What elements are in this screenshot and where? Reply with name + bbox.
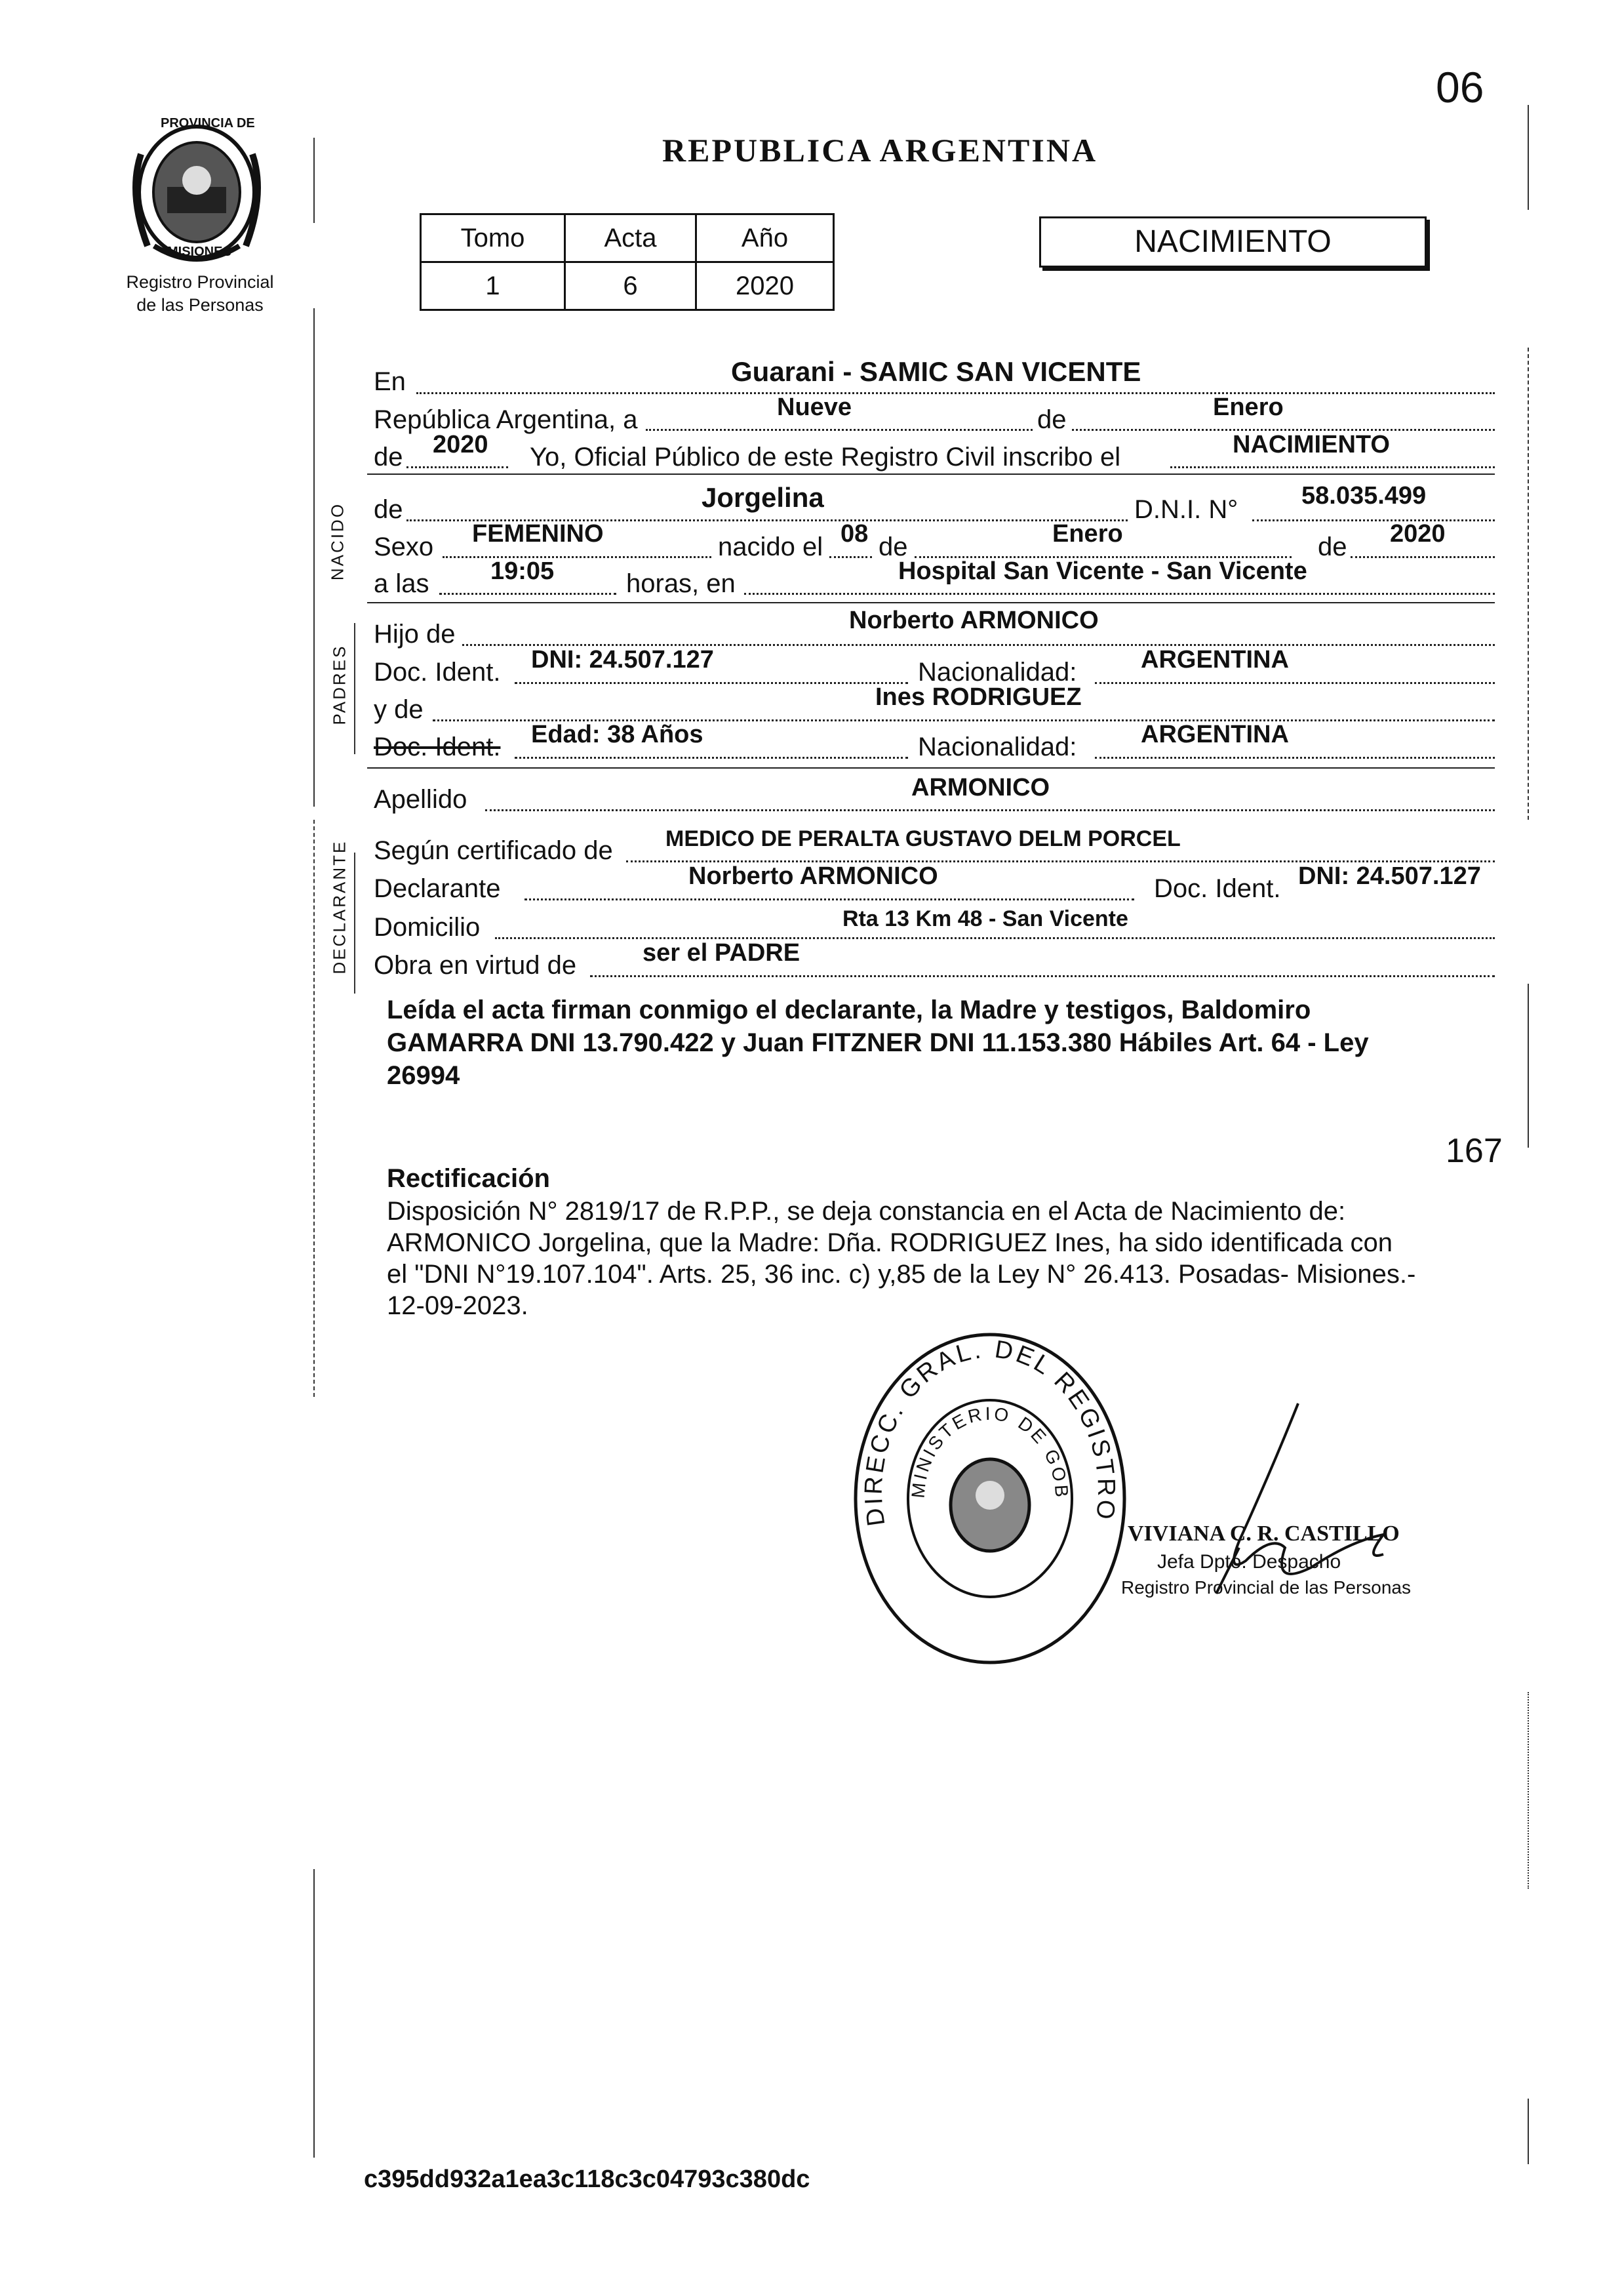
book-header-anio: Año	[696, 214, 834, 262]
rectificacion-line-3: el "DNI N°19.107.104". Arts. 25, 36 inc. c) y,85 de la Ley N° 26.413. Posadas- Misiones.-	[387, 1260, 1416, 1289]
closing-line-2: GAMARRA DNI 13.790.422 y Juan FITZNER DNI 11.153.380 Hábiles Art. 64 - Ley	[387, 1028, 1369, 1057]
label-doc-ident-madre: Doc. Ident.	[374, 733, 501, 761]
label-de-mes: de	[1037, 405, 1067, 434]
dots-lugar	[744, 593, 1495, 595]
label-hijo-de: Hijo de	[374, 620, 456, 649]
label-nacido-el: nacido el	[718, 533, 823, 561]
value-certificado: MEDICO DE PERALTA GUSTAVO DELM PORCEL	[665, 826, 1181, 851]
value-nacido-dia: 08	[841, 520, 869, 548]
margin-line-left-3	[313, 820, 315, 1397]
rectificacion-number: 167	[1446, 1132, 1503, 1170]
closing-line-3: 26994	[387, 1061, 460, 1090]
dots-dia	[646, 429, 1033, 431]
dots-padre-nac	[1095, 682, 1495, 684]
signature-name: VIVIANA C. R. CASTILLO	[1128, 1521, 1400, 1546]
label-horas-en: horas, en	[626, 569, 736, 598]
book-header-acta: Acta	[565, 214, 696, 262]
label-a-las: a las	[374, 569, 429, 598]
value-padre-doc: DNI: 24.507.127	[531, 646, 714, 674]
value-padre: Norberto ARMONICO	[849, 607, 1099, 634]
country-title: REPUBLICA ARGENTINA	[662, 132, 1098, 169]
label-de-nacido-mes: de	[879, 533, 908, 561]
value-sexo: FEMENINO	[472, 520, 604, 548]
rectificacion-line-4: 12-09-2023.	[387, 1291, 528, 1320]
value-nacido-anio: 2020	[1390, 520, 1446, 548]
value-lugar-nacimiento: Hospital San Vicente - San Vicente	[898, 557, 1307, 585]
book-value-acta: 6	[565, 262, 696, 310]
dots-sexo	[443, 556, 711, 558]
label-y-de: y de	[374, 695, 424, 724]
dots-declarante	[524, 898, 1134, 900]
label-oficial: Yo, Oficial Público de este Registro Civil inscribo el	[530, 443, 1121, 472]
label-en: En	[374, 367, 406, 396]
book-header-tomo: Tomo	[421, 214, 565, 262]
dots-padre-doc	[515, 682, 908, 684]
rectificacion-line-1: Disposición N° 2819/17 de R.P.P., se deja constancia en el Acta de Nacimiento de:	[387, 1197, 1346, 1226]
doc-type-box	[1039, 216, 1427, 268]
closing-line-1: Leída el acta firman conmigo el declarante, la Madre y testigos, Baldomiro	[387, 996, 1311, 1024]
value-lugar-inscripcion: Guarani - SAMIC SAN VICENTE	[731, 356, 1141, 387]
value-obra: ser el PADRE	[643, 939, 801, 967]
value-declarante-doc: DNI: 24.507.127	[1298, 862, 1481, 890]
dots-en	[416, 392, 1495, 394]
dots-tipo	[1170, 466, 1495, 468]
book-value-anio: 2020	[696, 262, 834, 310]
margin-line-right-3	[1528, 984, 1529, 1148]
seal-bottom-text: MISIONES	[167, 245, 231, 259]
dots-obra	[590, 975, 1495, 977]
label-dni: D.N.I. N°	[1134, 495, 1238, 524]
stamp-outer-text: DIRECC. GRAL. DEL REGISTRO	[860, 1335, 1120, 1528]
value-madre-doc: Edad: 38 Años	[531, 721, 703, 748]
dots-hora	[439, 593, 616, 595]
doc-type-label: NACIMIENTO	[1134, 224, 1332, 259]
signature-title: Jefa Dpto. Despacho	[1157, 1551, 1341, 1573]
rule-row6	[367, 602, 1495, 603]
province-seal	[115, 115, 279, 266]
label-de-nombre: de	[374, 495, 403, 524]
book-table	[420, 213, 835, 311]
stamp-inner-text: MINISTERIO DE GOB	[907, 1403, 1073, 1500]
label-declarante: Declarante	[374, 874, 501, 903]
org-name-line2: de las Personas	[136, 295, 264, 315]
page-number: 06	[1436, 63, 1484, 111]
value-mes: Enero	[1213, 393, 1284, 421]
value-madre-nac: ARGENTINA	[1141, 721, 1289, 748]
document-hash: c395dd932a1ea3c118c3c04793c380dc	[364, 2165, 810, 2193]
dots-dni	[1252, 519, 1495, 521]
label-doc-ident-declarante: Doc. Ident.	[1154, 874, 1281, 903]
dots-nacido-anio	[1351, 556, 1495, 558]
province-seal-graphic	[115, 115, 279, 266]
label-sexo: Sexo	[374, 533, 434, 561]
book-value-tomo: 1	[421, 262, 565, 310]
org-name-line1: Registro Provincial	[126, 272, 274, 292]
label-segun-certificado: Según certificado de	[374, 836, 613, 865]
value-dia: Nueve	[777, 393, 852, 421]
signature-org: Registro Provincial de las Personas	[1121, 1577, 1411, 1598]
value-apellido: ARMONICO	[911, 774, 1050, 801]
label-republica: República Argentina, a	[374, 405, 638, 434]
label-doc-ident-padre: Doc. Ident.	[374, 658, 501, 687]
value-padre-nac: ARGENTINA	[1141, 646, 1289, 674]
value-anio: 2020	[433, 431, 488, 458]
dots-nacido-dia	[829, 556, 872, 558]
label-de-nacido-anio: de	[1318, 533, 1347, 561]
seal-top-text: PROVINCIA DE	[161, 116, 255, 131]
value-nacido-mes: Enero	[1052, 520, 1123, 548]
value-hora: 19:05	[490, 557, 555, 585]
value-madre: Ines RODRIGUEZ	[875, 683, 1082, 711]
dots-madre-doc	[515, 757, 908, 759]
dots-madre-nac	[1095, 757, 1495, 759]
margin-line-right-4	[1528, 1692, 1529, 1889]
label-de-anio: de	[374, 443, 403, 472]
label-nacionalidad-madre: Nacionalidad:	[918, 733, 1077, 761]
margin-line-left-1	[313, 138, 315, 223]
rule-row3	[367, 473, 1495, 475]
side-label-declarante: DECLARANTE	[329, 839, 349, 975]
side-label-padres: PADRES	[329, 644, 349, 725]
label-nacionalidad-padre: Nacionalidad:	[918, 658, 1077, 687]
value-dni: 58.035.499	[1301, 482, 1427, 510]
side-rule-padres	[354, 623, 355, 754]
rectificacion-title: Rectificación	[387, 1164, 550, 1193]
value-domicilio: Rta 13 Km 48 - San Vicente	[842, 906, 1128, 931]
margin-line-left-2	[313, 308, 315, 807]
margin-line-right-1	[1528, 105, 1529, 210]
side-rule-declarante	[354, 853, 355, 994]
label-obra-en-virtud: Obra en virtud de	[374, 951, 577, 980]
side-label-nacido: NACIDO	[327, 502, 347, 581]
dots-anio	[406, 466, 508, 468]
margin-line-right-5	[1528, 2099, 1529, 2164]
rule-row10	[367, 767, 1495, 769]
rectificacion-line-2: ARMONICO Jorgelina, que la Madre: Dña. RODRIGUEZ Ines, ha sido identificada con	[387, 1228, 1393, 1257]
value-nombre: Jorgelina	[702, 482, 824, 513]
label-domicilio: Domicilio	[374, 913, 481, 942]
value-declarante: Norberto ARMONICO	[688, 862, 938, 890]
margin-line-left-4	[313, 1869, 315, 2158]
label-apellido: Apellido	[374, 785, 467, 814]
value-tipo-acta: NACIMIENTO	[1233, 431, 1390, 458]
dots-apellido	[485, 809, 1495, 811]
margin-line-right-2	[1528, 348, 1529, 820]
